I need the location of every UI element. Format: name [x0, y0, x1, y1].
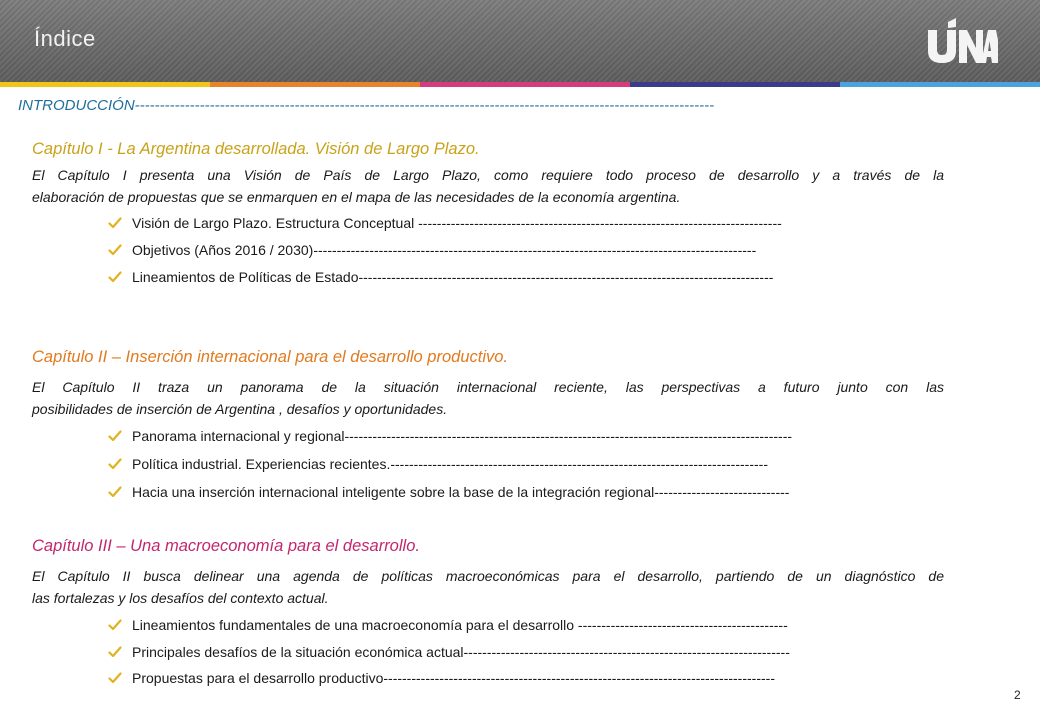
chapter-2-description-line2: posibilidades de inserción de Argentina , desafíos y oportunidades. — [32, 401, 448, 417]
page-number: 2 — [1014, 688, 1021, 702]
toc-item-label: Propuestas para el desarrollo productivo------------------------------------------------------------------------------------ — [132, 670, 775, 686]
chapter-2-title[interactable]: Capítulo II – Inserción internacional para el desarrollo productivo. — [32, 348, 509, 366]
chapter-2-item-2[interactable] — [108, 453, 944, 475]
toc-item-label: Hacia una inserción internacional inteligente sobre la base de la integración regional----------------------------- — [132, 484, 790, 500]
check-icon — [108, 216, 122, 230]
chapter-3-item-2[interactable] — [108, 641, 944, 663]
header-color-bar — [0, 82, 1040, 87]
toc-item-label: Lineamientos de Políticas de Estado----------------------------------------------------------------------------------------- — [132, 269, 774, 285]
color-bar-yellow — [0, 82, 210, 87]
toc-item-label: Política industrial. Experiencias recientes.--------------------------------------------------------------------------------- — [132, 456, 768, 472]
chapter-3-description-line1: El Capítulo II busca delinear una agenda de políticas macroeconómicas para el desarrollo, partiendo de un diagnóstico de — [32, 568, 944, 584]
check-icon — [108, 671, 122, 685]
intro-leader: -------------------------------------------------------------------------------------------------------------------- — [134, 97, 715, 114]
color-bar-orange — [210, 82, 420, 87]
chapter-3-item-3[interactable] — [108, 667, 944, 689]
slide-header — [0, 0, 1040, 82]
check-icon — [108, 485, 122, 499]
una-logo-icon — [926, 18, 998, 64]
chapter-1-title[interactable]: Capítulo I - La Argentina desarrollada. Visión de Largo Plazo. — [32, 140, 480, 158]
color-bar-blue — [840, 82, 1040, 87]
toc-item-label: Objetivos (Años 2016 / 2030)----------------------------------------------------------------------------------------------- — [132, 242, 757, 258]
toc-introduction[interactable] — [18, 97, 1028, 114]
toc-item-label: Visión de Largo Plazo. Estructura Conceptual ------------------------------------------------------------------------------ — [132, 215, 782, 231]
chapter-1-description-line1: El Capítulo I presenta una Visión de País de Largo Plazo, como requiere todo proceso de desarrollo y a través de la — [32, 167, 944, 183]
chapter-1-item-3[interactable] — [108, 266, 944, 288]
check-icon — [108, 645, 122, 659]
chapter-3-title[interactable]: Capítulo III – Una macroeconomía para el desarrollo. — [32, 537, 420, 555]
slide-title: Índice — [34, 26, 96, 51]
chapter-1-item-1[interactable] — [108, 212, 944, 234]
chapter-3-item-1[interactable] — [108, 614, 944, 636]
intro-label: INTRODUCCIÓN — [18, 97, 135, 114]
color-bar-magenta — [420, 82, 630, 87]
chapter-2-item-1[interactable] — [108, 425, 944, 447]
chapter-1-description — [32, 164, 944, 208]
toc-item-label: Principales desafíos de la situación económica actual---------------------------------------------------------------------- — [132, 644, 790, 660]
chapter-2-description-line1: El Capítulo II traza un panorama de la situación internacional reciente, las perspectivas a futuro junto con las — [32, 379, 944, 395]
check-icon — [108, 270, 122, 284]
check-icon — [108, 429, 122, 443]
toc-item-label: Lineamientos fundamentales de una macroeconomía para el desarrollo --------------------------------------------- — [132, 617, 788, 633]
chapter-2-item-3[interactable] — [108, 481, 944, 503]
toc-item-label: Panorama internacional y regional------------------------------------------------------------------------------------------------ — [132, 428, 793, 444]
color-bar-indigo — [630, 82, 840, 87]
chapter-1-item-2[interactable] — [108, 239, 944, 261]
chapter-3-description — [32, 565, 944, 609]
chapter-3-description-line2: las fortalezas y los desafíos del contexto actual. — [32, 590, 329, 606]
check-icon — [108, 457, 122, 471]
chapter-2-description — [32, 376, 944, 420]
check-icon — [108, 243, 122, 257]
chapter-1-description-line2: elaboración de propuestas que se enmarquen en el mapa de las necesidades de la economía argentina. — [32, 189, 681, 205]
check-icon — [108, 618, 122, 632]
